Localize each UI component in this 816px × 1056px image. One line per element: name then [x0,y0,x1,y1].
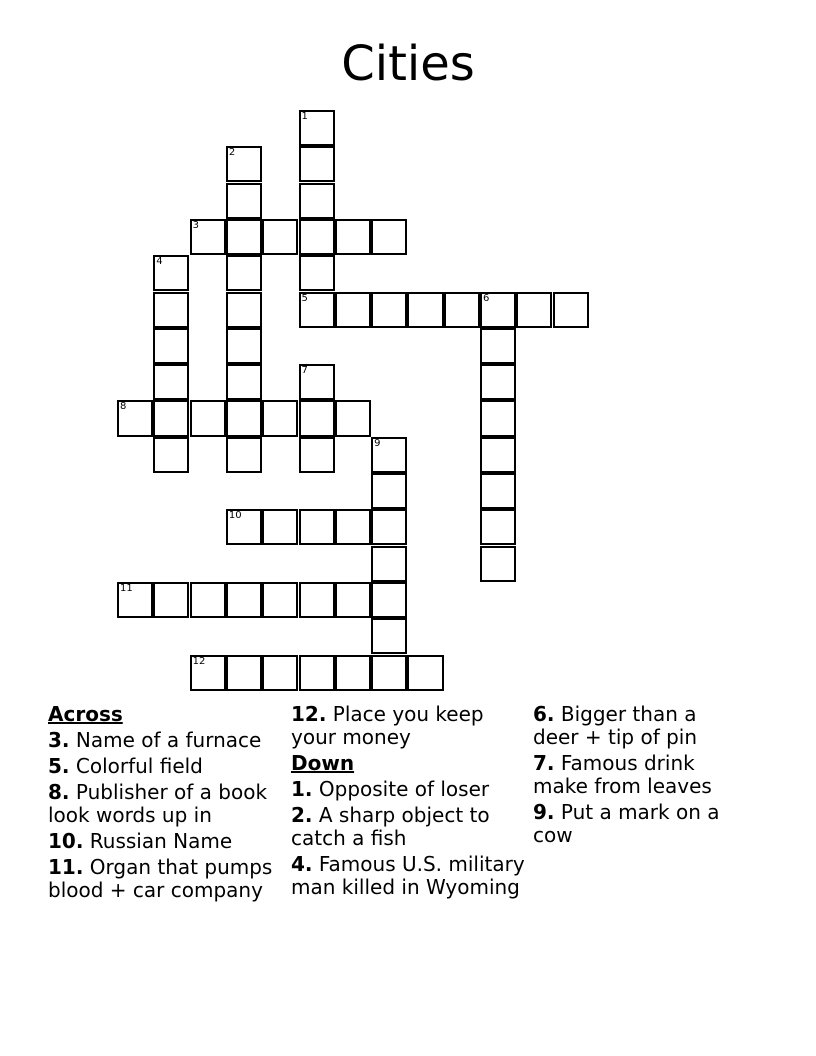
clue-item [48,781,288,827]
grid-cell[interactable] [226,328,262,364]
clue-item-number: 9. [533,800,555,824]
clue-number: 12 [192,655,206,667]
grid-cell[interactable] [226,364,262,400]
grid-cell[interactable] [226,400,262,436]
grid-cell[interactable] [335,582,371,618]
grid-cell[interactable] [553,292,589,328]
clue-number: 4 [156,256,163,268]
clue-item-number: 1. [291,777,313,801]
grid-cell[interactable] [480,364,516,400]
clue-item-number: 10. [48,829,84,853]
grid-cell[interactable] [262,655,298,691]
clue-item-text: A sharp object to catch a fish [291,803,490,850]
grid-cell[interactable] [480,292,516,328]
clue-item [48,729,288,752]
across-heading: Across [48,702,123,726]
clue-item-text: Opposite of loser [318,777,490,801]
grid-cell[interactable] [480,473,516,509]
clue-item-number: 8. [48,780,70,804]
grid-cell[interactable] [299,655,335,691]
clue-item [291,778,531,801]
clues-column-3 [533,703,748,850]
grid-cell[interactable] [226,146,262,182]
clue-item [48,755,288,778]
clue-item-number: 6. [533,702,555,726]
grid-cell[interactable] [516,292,552,328]
clue-number: 5 [301,292,308,304]
grid-cell[interactable] [190,582,226,618]
clue-item [48,830,288,853]
grid-cell[interactable] [262,509,298,545]
grid-cell[interactable] [153,582,189,618]
grid-cell[interactable] [371,509,407,545]
clue-item [533,801,748,847]
clue-item-text: Bigger than a deer + tip of pin [533,702,698,749]
grid-cell[interactable] [226,437,262,473]
clue-item-text: Name of a furnace [75,728,262,752]
grid-cell[interactable] [335,509,371,545]
clue-item-text: Place you keep your money [291,702,484,749]
grid-cell[interactable] [371,655,407,691]
grid-cell[interactable] [226,292,262,328]
grid-cell[interactable] [190,219,226,255]
clue-number: 1 [301,111,308,122]
clue-number: 6 [483,292,490,304]
clue-item-text: Famous drink make from leaves [533,751,712,798]
clues-column-1 [48,703,288,905]
grid-cell[interactable] [371,473,407,509]
grid-cell[interactable] [153,437,189,473]
grid-cell[interactable] [407,292,443,328]
clue-item [291,853,531,899]
grid-cell[interactable] [299,582,335,618]
grid-cell[interactable] [480,400,516,436]
grid-cell[interactable] [153,364,189,400]
grid-cell[interactable] [190,655,226,691]
grid-cell[interactable] [444,292,480,328]
clue-item-number: 7. [533,751,555,775]
grid-cell[interactable] [117,582,153,618]
grid-cell[interactable] [153,292,189,328]
clue-item-number: 2. [291,803,313,827]
grid-cell[interactable] [299,437,335,473]
grid-cell[interactable] [299,146,335,182]
grid-cell[interactable] [190,400,226,436]
grid-cell[interactable] [299,292,335,328]
grid-cell[interactable] [335,292,371,328]
grid-cell[interactable] [371,219,407,255]
grid-cell[interactable] [226,183,262,219]
grid-cell[interactable] [407,655,443,691]
clue-item-number: 11. [48,855,84,879]
clue-item-text: Colorful field [75,754,203,778]
grid-cell[interactable] [371,292,407,328]
grid-cell[interactable] [226,219,262,255]
clue-item-text: Publisher of a book look words up in [48,780,268,827]
grid-cell[interactable] [299,400,335,436]
clue-item-number: 5. [48,754,70,778]
clue-number: 10 [228,510,242,522]
grid-cell[interactable] [262,219,298,255]
clue-item-text: Organ that pumps blood + car company [48,855,273,902]
clue-number: 2 [228,147,236,159]
grid-cell[interactable] [153,328,189,364]
grid-cell[interactable] [226,255,262,291]
grid-cell[interactable] [371,546,407,582]
clue-item-text: Russian Name [89,829,233,853]
puzzle-title: Cities [341,36,475,92]
grid-cell[interactable] [480,509,516,545]
grid-cell[interactable] [299,110,335,146]
grid-cell[interactable] [335,219,371,255]
grid-cell[interactable] [262,582,298,618]
clue-item-number: 3. [48,728,70,752]
clue-item-number: 4. [291,852,313,876]
grid-cell[interactable] [335,655,371,691]
grid-cell[interactable] [371,618,407,654]
clue-item [533,703,748,749]
clue-item [48,856,288,902]
crossword-grid [117,110,591,692]
grid-cell[interactable] [226,655,262,691]
grid-cell[interactable] [299,219,335,255]
grid-cell[interactable] [226,509,262,545]
grid-cell[interactable] [226,582,262,618]
clue-number: 9 [374,437,381,449]
clue-number: 7 [301,365,308,377]
grid-cell[interactable] [117,400,153,436]
grid-cell[interactable] [371,582,407,618]
clues-column-2 [291,703,531,902]
clue-item [291,804,531,850]
grid-cell[interactable] [299,364,335,400]
clue-item-number: 12. [291,702,327,726]
clue-number: 3 [192,219,199,231]
grid-cell[interactable] [299,255,335,291]
grid-cell[interactable] [480,546,516,582]
grid-cell[interactable] [299,509,335,545]
grid-cell[interactable] [480,437,516,473]
grid-cell[interactable] [153,400,189,436]
clue-number: 11 [120,582,133,594]
down-heading: Down [291,751,355,775]
clue-item [533,752,748,798]
grid-cell[interactable] [153,255,189,291]
clue-number: 8 [120,401,127,413]
grid-cell[interactable] [480,328,516,364]
grid-cell[interactable] [335,400,371,436]
grid-cell[interactable] [371,437,407,473]
clue-item-text: Put a mark on a cow [533,800,720,847]
grid-cell[interactable] [262,400,298,436]
clue-item [291,703,531,749]
clue-item-text: Famous U.S. military man killed in Wyoming [291,852,525,899]
grid-cell[interactable] [299,183,335,219]
